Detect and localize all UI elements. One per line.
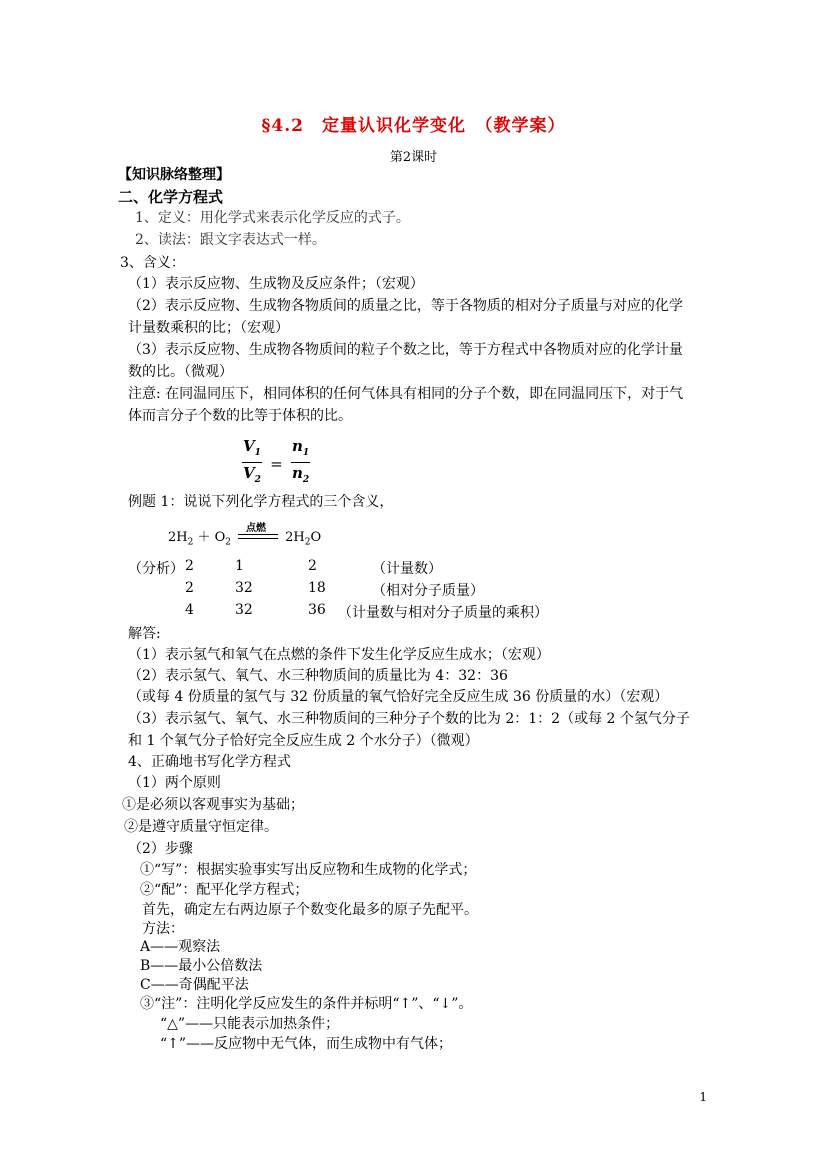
row2-c: 18: [308, 580, 326, 596]
chemical-equation: $2H_2 + O_2$ $2H_2O$: [168, 530, 322, 548]
step-2-detail: 首先，确定左右两边原子个数变化最多的原子先配平。: [142, 902, 478, 918]
definition-line: 1、定义：用化学式来表示化学反应的式子。: [135, 210, 410, 226]
example-prompt: 例题 1：说说下列化学方程式的三个含义，: [128, 494, 394, 510]
row1-b: 1: [235, 558, 244, 574]
step-3: ③“注”：注明化学反应发生的条件并标明“↑”、“↓”。: [140, 996, 473, 1012]
reading-line: 2、读法：跟文字表达式一样。: [135, 232, 326, 248]
meaning-1: （1）表示反应物、生成物及反应条件；（宏观）: [128, 276, 424, 292]
answer-2: （2）表示氢气、氧气、水三种物质间的质量比为 4：32：36: [128, 668, 508, 684]
principle-2: ②是遵守质量守恒定律。: [124, 819, 278, 835]
page-number: 1: [699, 1090, 707, 1104]
lesson-number: 第2课时: [389, 150, 438, 165]
row3-desc: （计量数与相对分子质量的乘积）: [338, 605, 548, 621]
row2-b: 32: [235, 580, 253, 596]
meaning-2a: （2）表示反应物、生成物各物质间的质量之比，等于各物质的相对分子质量与对应的化学: [128, 298, 683, 314]
row2-a: 2: [185, 580, 194, 596]
method-c: C——奇偶配平法: [140, 977, 249, 993]
meaning-3a: （3）表示反应物、生成物各物质间的粒子个数之比，等于方程式中各物质对应的化学计量: [128, 342, 683, 358]
step-2: ②“配”：配平化学方程式；: [140, 882, 309, 898]
answer-3a: （3）表示氢气、氧气、水三种物质间的三种分子个数的比为 2：1：2（或每 2 个氢气分子: [128, 711, 690, 727]
answer-heading: 解答:: [128, 626, 161, 642]
note-b: 体而言分子个数的比等于体积的比。: [128, 408, 352, 424]
principles-heading: （1）两个原则: [128, 775, 221, 791]
answer-1: （1）表示氢气和氧气在点燃的条件下发生化学反应生成水；（宏观）: [128, 647, 550, 663]
meaning-heading: 3、含义：: [120, 255, 185, 271]
analysis-label: （分析）: [128, 561, 184, 577]
answer-2b: （或每 4 份质量的氢气与 32 份质量的氧气恰好完全反应生成 36 份质量的水）（宏观）: [128, 689, 669, 705]
row1-c: 2: [308, 558, 317, 574]
meaning-3b: 数的比。（微观）: [128, 364, 233, 380]
document-title: §4.2 定量认识化学变化 （教学案）: [261, 116, 566, 136]
method-a: A——观察法: [140, 939, 221, 955]
section-header: 【知识脉络整理】: [118, 167, 230, 183]
row1-a: 2: [185, 558, 194, 574]
methods-label: 方法：: [142, 921, 184, 937]
row3-a: 4: [185, 602, 194, 618]
row3-c: 36: [308, 602, 326, 618]
step-1: ①“写”：根据实验事实写出反应物和生成物的化学式；: [140, 862, 477, 878]
step-3-heat: “△”——只能表示加热条件；: [160, 1016, 340, 1032]
reaction-condition: 点燃: [246, 523, 266, 534]
step-3-gas: “↑”——反应物中无气体，而生成物中有气体；: [160, 1036, 453, 1052]
row1-desc: （计量数）: [372, 561, 442, 577]
answer-3b: 和 1 个氧气分子恰好完全反应生成 2 个水分子）（微观）: [128, 733, 479, 749]
note-a: 注意: 在同温同压下，相同体积的任何气体具有相同的分子个数，即在同温同压下，对于气: [128, 386, 684, 402]
heading-chemical-equation: 二、化学方程式: [118, 188, 224, 206]
steps-heading: （2）步骤: [128, 841, 193, 857]
volume-ratio-formula: $\frac{V_1}{V_2}$ = $\frac{n_1}{n_2}$: [243, 437, 310, 485]
principle-1: ①是必须以客观事实为基础；: [122, 797, 304, 813]
row2-desc: （相对分子质量）: [372, 583, 484, 599]
writing-heading: 4、正确地书写化学方程式: [128, 754, 291, 770]
row3-b: 32: [235, 602, 253, 618]
meaning-2b: 计量数乘积的比；（宏观）: [128, 320, 289, 336]
method-b: B——最小公倍数法: [140, 958, 263, 974]
